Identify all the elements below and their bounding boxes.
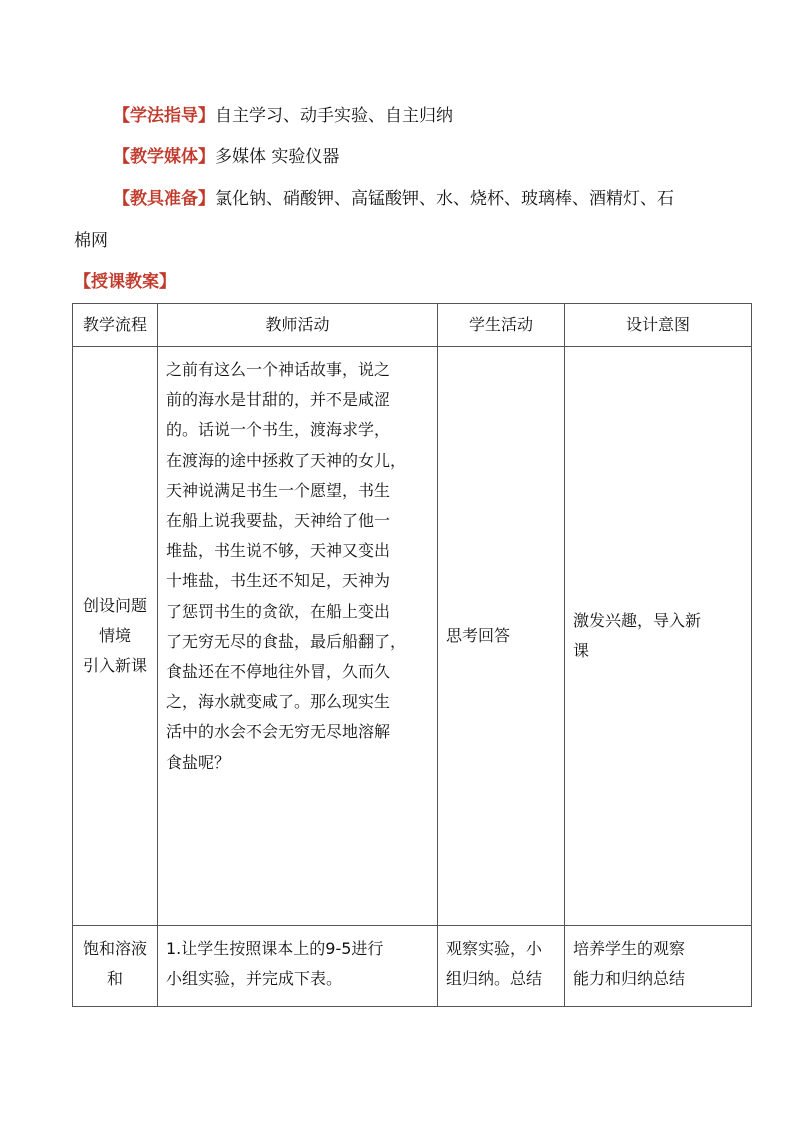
media-tag: 【教学媒体】 bbox=[113, 147, 215, 167]
lesson-plan-table bbox=[72, 303, 752, 1007]
design-intent-text: 激发兴趣，导入新 课 bbox=[573, 610, 702, 660]
materials-text: 氯化钠、硝酸钾、高锰酸钾、水、烧杯、玻璃棒、酒精灯、石 bbox=[215, 189, 674, 209]
flow-cell bbox=[73, 926, 158, 1007]
student-activity-text: 观察实验，小 组归纳。总结 bbox=[446, 939, 543, 989]
materials-line bbox=[113, 187, 674, 211]
materials-text-continued: 棉网 bbox=[74, 231, 108, 251]
table-header-row bbox=[73, 304, 752, 347]
table-row bbox=[73, 347, 752, 926]
study-method-tag: 【学法指导】 bbox=[113, 106, 215, 126]
student-activity-text: 思考回答 bbox=[446, 625, 511, 645]
header-teacher-activity: 教师活动 bbox=[158, 304, 438, 347]
section-title bbox=[74, 270, 176, 294]
flow-cell bbox=[73, 347, 158, 926]
flow-text: 饱和溶液 和 bbox=[82, 939, 147, 989]
design-intent-text: 培养学生的观察 能力和归纳总结 bbox=[573, 939, 686, 989]
materials-tag: 【教具准备】 bbox=[113, 189, 215, 209]
header-flow: 教学流程 bbox=[73, 304, 158, 347]
media-line bbox=[113, 145, 339, 169]
flow-text: 创设问题 情境 引入新课 bbox=[82, 596, 147, 675]
student-activity-cell bbox=[438, 347, 565, 926]
teacher-activity-cell bbox=[158, 347, 438, 926]
design-intent-cell bbox=[565, 926, 752, 1007]
header-student-activity: 学生活动 bbox=[438, 304, 565, 347]
materials-line-2 bbox=[74, 229, 108, 253]
table-row bbox=[73, 926, 752, 1007]
teacher-activity-cell bbox=[158, 926, 438, 1007]
section-title-tag: 【授课教案】 bbox=[74, 272, 176, 292]
teacher-activity-text: 之前有这么一个神话故事，说之 前的海水是甘甜的，并不是咸涩 的。话说一个书生，渡海求学， 在渡海的途中拯救了天神的女儿， 天神说满足书生一个愿望，书生 在船上说我要盐，天神给了他一 堆盐，书生说不够，天神又变出 十堆盐，书生还不知足，天神为 了惩罚书生的贪欲，在船上变出 了无穷无尽的食盐，最后船翻了， 食盐还在不停地往外冒，久而久 之，海水就变咸了。那么现实生 活中的水会不会无穷无尽地溶解 食盐呢？ bbox=[166, 360, 407, 772]
study-method-text: 自主学习、动手实验、自主归纳 bbox=[215, 106, 453, 126]
teacher-activity-text: 1.让学生按照课本上的9-5进行 小组实验，并完成下表。 bbox=[166, 939, 384, 989]
header-design-intent: 设计意图 bbox=[565, 304, 752, 347]
student-activity-cell bbox=[438, 926, 565, 1007]
design-intent-cell bbox=[565, 347, 752, 926]
study-method-line bbox=[113, 104, 453, 128]
media-text: 多媒体 实验仪器 bbox=[215, 147, 340, 167]
